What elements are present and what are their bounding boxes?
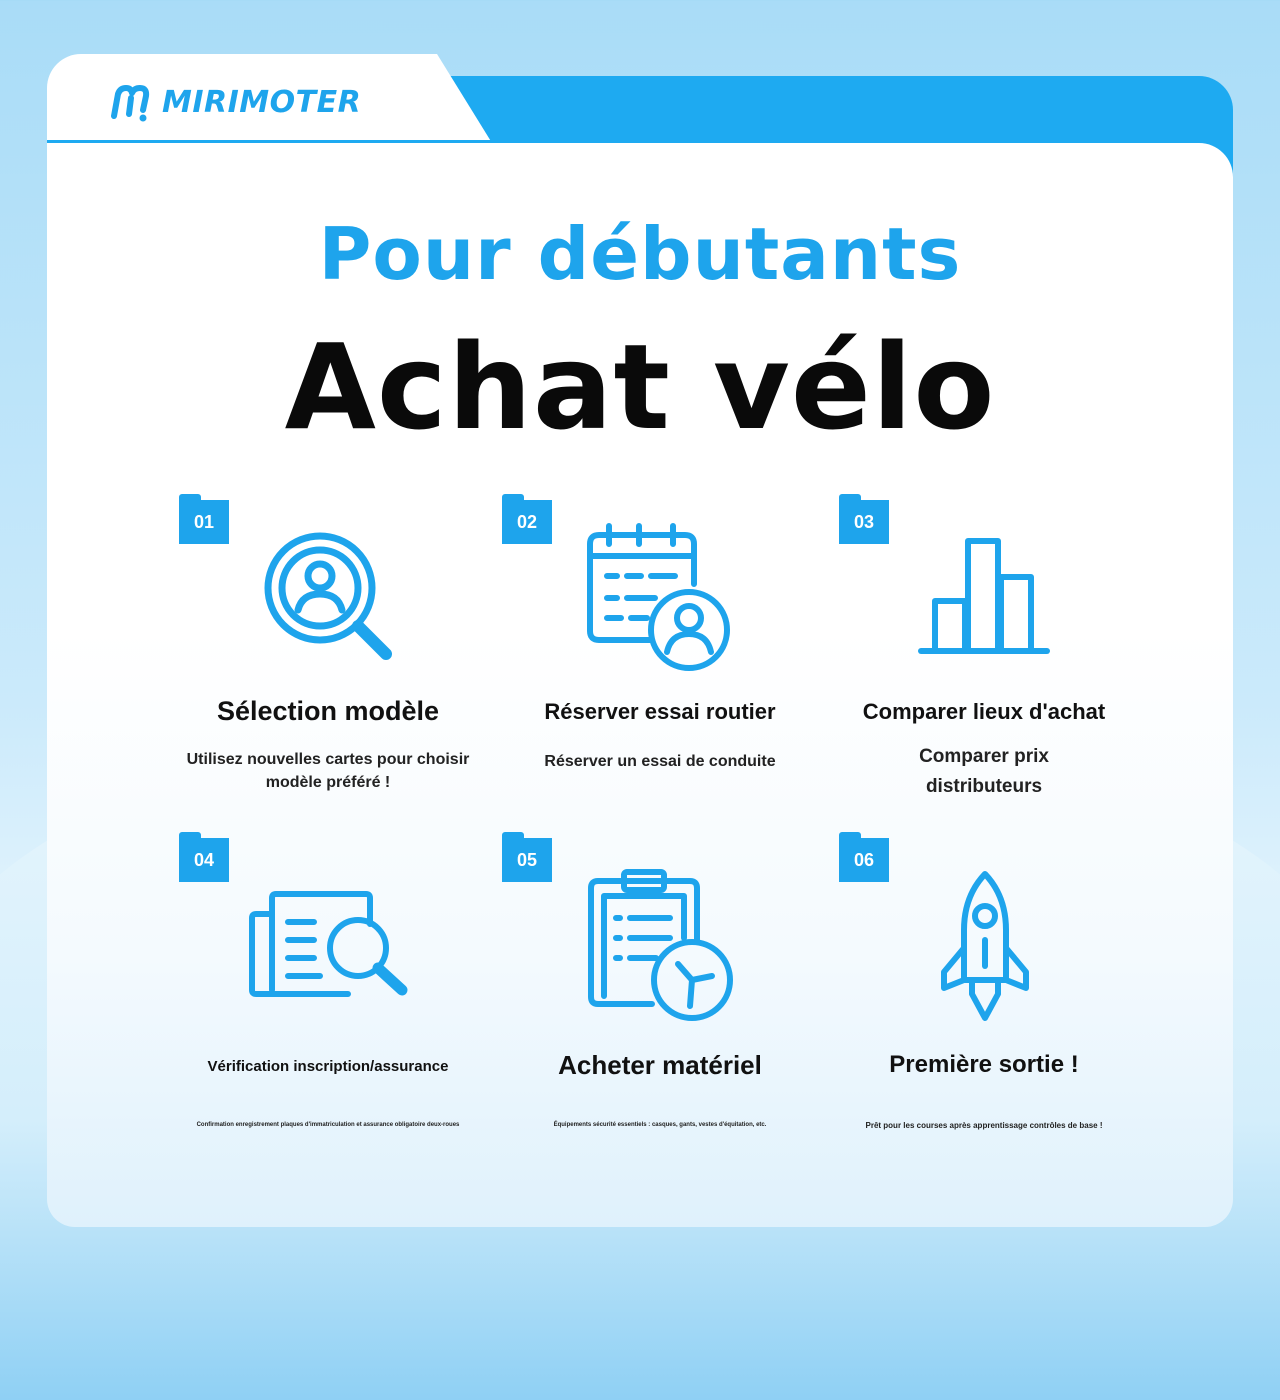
brand-mark-icon (110, 80, 154, 124)
logo-underline (47, 140, 492, 143)
bar-chart-icon (915, 535, 1055, 660)
step-number-badge: 06 (839, 838, 889, 882)
brand-name: MIRIMOTER (162, 84, 362, 120)
step-number-badge: 02 (502, 500, 552, 544)
step-description: Utilisez nouvelles cartes pour choisir modèle préféré ! (186, 751, 470, 791)
step-title: Vérification inscription/assurance (207, 1058, 449, 1075)
document-search-icon (248, 890, 413, 1002)
step-description: Réserver un essai de conduite (544, 753, 776, 770)
step-number-badge: 03 (839, 500, 889, 544)
calendar-person-icon (585, 520, 735, 672)
step-number-badge: 04 (179, 838, 229, 882)
step-number-badge: 05 (502, 838, 552, 882)
rocket-icon (938, 868, 1032, 1024)
step-title: Réserver essai routier (544, 699, 776, 724)
step-title: Comparer lieux d'achat (862, 699, 1106, 724)
search-person-icon (262, 530, 397, 665)
step-title: Sélection modèle (216, 696, 440, 726)
step-description: Comparer prix distributeurs (919, 746, 1049, 797)
step-title: Acheter matériel (558, 1050, 762, 1080)
step-description: Équipements sécurité essentiels : casques, gants, vestes d'équitation, etc. (553, 1122, 767, 1128)
brand-logo (110, 80, 361, 124)
step-number-badge: 01 (179, 500, 229, 544)
step-title: Première sortie ! (889, 1051, 1079, 1078)
subtitle-heading: Pour débutants (318, 212, 962, 296)
step-description: Prêt pour les courses après apprentissage contrôles de base ! (865, 1121, 1103, 1130)
page-title: Achat vélo (284, 318, 996, 456)
clipboard-clock-icon (586, 868, 736, 1024)
step-description: Confirmation enregistrement plaques d'immatriculation et assurance obligatoire deux-roues (196, 1122, 460, 1128)
